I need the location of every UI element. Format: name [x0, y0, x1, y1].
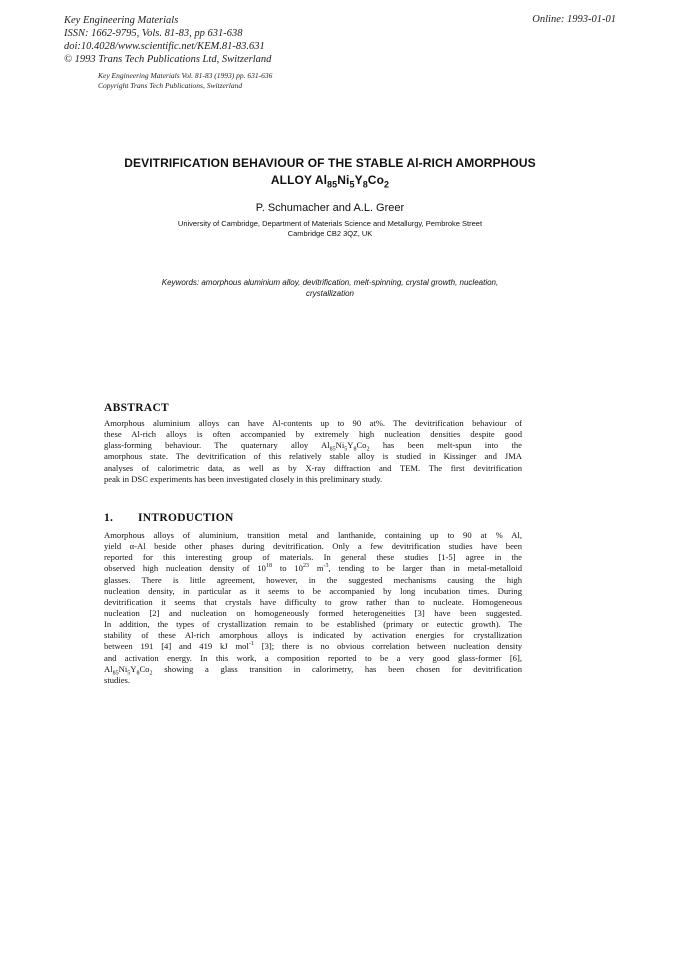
publication-info [64, 14, 271, 66]
intro-line: nucleation [2] and nucleation on homogeneously formed heterogeneities [3] have been suggested. [104, 607, 522, 618]
abstract-line: glass-forming behaviour. The quaternary alloy $Al_{85}Ni_5Y_8Co_2$ has been melt-spun into the [104, 440, 522, 452]
title-alloy-formula: $Al_{85}Ni_5Y_8Co_2$ [314, 173, 390, 190]
paper-title [70, 155, 590, 189]
intro-line: yield α-Al beside other phases during devitrification. Only a few devitrification studies have been [104, 541, 522, 552]
authors: P. Schumacher and A.L. Greer [255, 202, 405, 214]
section-title: INTRODUCTION [138, 512, 234, 524]
intro-line: $Al_{85}Ni_5Y_8Co_2$ showing a glass transition in calorimetry, has been chosen for devitrification [104, 663, 522, 675]
abstract-line: amorphous state. The devitrification of this relatively stable alloy is studied in Kissinger and JMA [104, 451, 522, 462]
title-line-1: DEVITRIFICATION BEHAVIOUR OF THE STABLE Al-RICH AMORPHOUS [124, 156, 536, 170]
copyright-line: © 1993 Trans Tech Publications Ltd, Switzerland [64, 54, 272, 65]
journal-name: Key Engineering Materials [64, 15, 179, 26]
abstract-line: Amorphous aluminium alloys can have Al-contents up to 90 at%. The devitrification behaviour of [104, 418, 522, 428]
introduction-heading [104, 512, 234, 524]
introduction-body [104, 530, 522, 686]
abstract-line: analyses of calorimetric data, as well as by X-ray diffraction and TEM. The first devitrification [104, 462, 522, 473]
intro-line: between 191 [4] and 419 kJ mol$^{-1}$ [3]; there is no obvious correlation between nucleation density [104, 641, 522, 652]
title-line-2 [70, 172, 590, 189]
online-date: Online: 1993-01-01 [532, 14, 616, 25]
intro-line: and activation energy. In this work, a composition reported to be a very good glass-former [6], [104, 652, 522, 663]
intro-line: reported for this interesting group of materials. In general these studies [1-5] agree in the [104, 552, 522, 563]
section-number: 1. [104, 512, 114, 524]
intro-line: Amorphous alloys of aluminium, transition metal and lanthanide, containing up to 90 at % Al, [104, 530, 522, 540]
intro-line: observed high nucleation density of $10^{18}$ to $10^{23}$ $m^{-3}$, tending to be larger than in metal-metalloid [104, 563, 522, 574]
doi-line[interactable]: doi:10.4028/www.scientific.net/KEM.81-83.631 [64, 41, 265, 52]
intro-line: glasses. There is little agreement, however, in the suggested mechanisms causing the high [104, 574, 522, 585]
intro-line: devitrification it seems that crystals have difficulty to grow rather than to nucleate. Homogeneous [104, 596, 522, 607]
intro-line: In addition, the types of crystallization remain to be established (primary or eutectic growth). The [104, 619, 522, 630]
keywords-line-2: crystallization [305, 289, 354, 298]
abstract-body [104, 418, 522, 485]
keywords-line-1: Keywords: amorphous aluminium alloy, devitrification, melt-spinning, crystal growth, nucleation, [161, 278, 499, 287]
intro-line: nucleation density, in particular as it seems to be accompanied by long incubation times. During [104, 585, 522, 596]
issn-line: ISSN: 1662-9795, Vols. 81-83, pp 631-638 [64, 28, 243, 39]
abstract-line: these Al-rich alloys is often accompanied by extremely high nucleation densities despite good [104, 429, 522, 440]
affiliation [110, 219, 550, 239]
journal-copyright-line: Copyright Trans Tech Publications, Switzerland [98, 81, 243, 90]
title-alloy-prefix: ALLOY [270, 173, 312, 187]
abstract-line: peak in DSC experiments has been investigated closely in this preliminary study. [104, 473, 383, 484]
journal-volume-line: Key Engineering Materials Vol. 81-83 (1993) pp. 631-636 [98, 71, 273, 80]
intro-line: studies. [104, 674, 131, 685]
affiliation-line-2: Cambridge CB2 3QZ, UK [287, 229, 373, 238]
abstract-heading: ABSTRACT [104, 402, 170, 414]
affiliation-line-1: University of Cambridge, Department of Materials Science and Metallurgy, Pembroke Street [177, 219, 483, 228]
intro-line: stability of these Al-rich amorphous alloys is indicated by activation energies for crystallization [104, 630, 522, 641]
journal-reference [98, 71, 272, 91]
keywords [100, 277, 560, 299]
